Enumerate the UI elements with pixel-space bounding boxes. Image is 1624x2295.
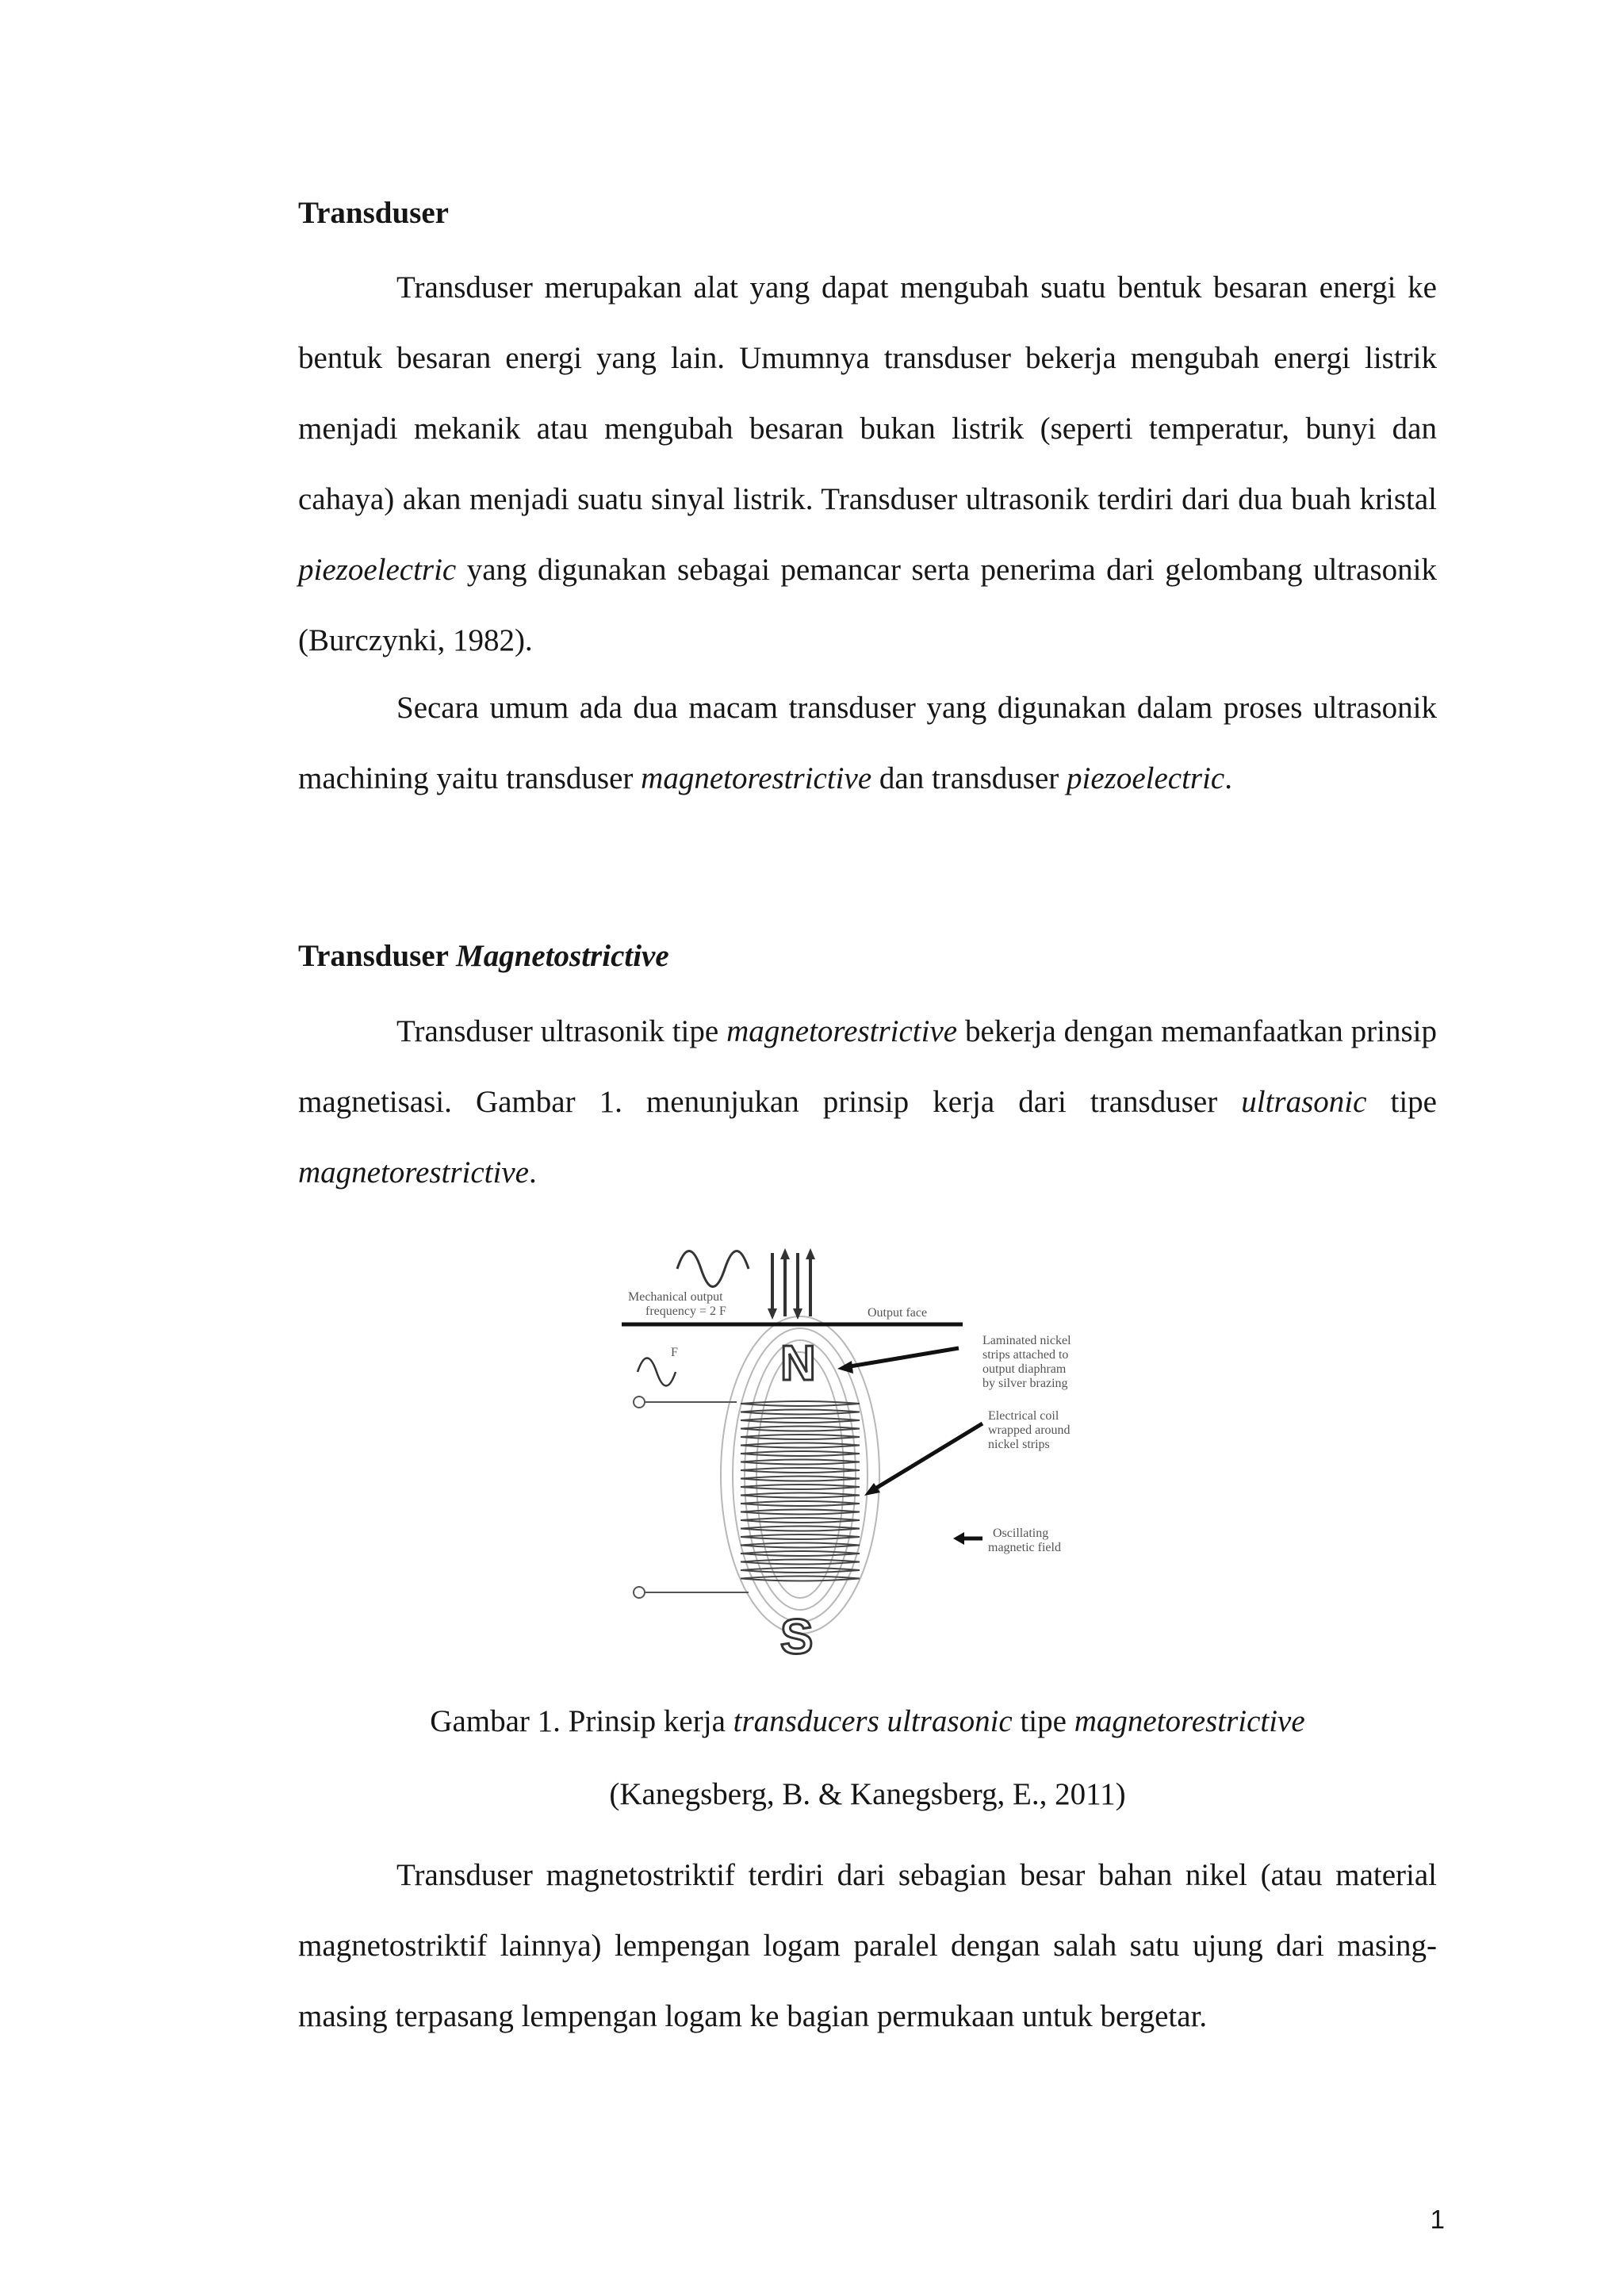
figure-caption bbox=[298, 1703, 1437, 1739]
caption-text: tipe bbox=[1012, 1704, 1074, 1738]
text-run: tipe bbox=[1366, 1085, 1437, 1119]
strips-label-1: Laminated nickel bbox=[982, 1334, 1071, 1347]
input-frequency-label: F bbox=[671, 1346, 678, 1359]
heading-italic-text: Magnetostrictive bbox=[456, 939, 669, 973]
text-run: Secara umum ada dua macam transduser yang digunakan dalam proses ultrasonik machining yaitu transduser bbox=[298, 691, 1437, 795]
figure-magnetostrictive-transducer bbox=[622, 1237, 1113, 1665]
coil-label-2: wrapped around bbox=[988, 1423, 1071, 1437]
strips-label-3: output diaphram bbox=[982, 1362, 1067, 1376]
paragraph-transduser-types bbox=[298, 672, 1437, 814]
arrowheads bbox=[768, 1248, 815, 1320]
electrical-coil bbox=[741, 1401, 860, 1581]
strips-label-2: strips attached to bbox=[982, 1348, 1069, 1362]
output-face-label: Output face bbox=[868, 1306, 928, 1320]
coil-winding bbox=[741, 1577, 860, 1581]
coil-winding bbox=[741, 1534, 860, 1539]
field-label-2: magnetic field bbox=[988, 1541, 1061, 1554]
italic-term: ultrasonic bbox=[1241, 1085, 1367, 1119]
mech-frequency-label: frequency = 2 F bbox=[645, 1305, 726, 1318]
coil-label-1: Electrical coil bbox=[988, 1409, 1059, 1423]
coil-winding bbox=[741, 1543, 860, 1548]
coil-winding bbox=[741, 1568, 860, 1573]
caption-italic: magnetorestrictive bbox=[1074, 1704, 1305, 1738]
field-label-1: Oscillating bbox=[993, 1527, 1049, 1540]
text-run: dan transduser bbox=[871, 761, 1067, 795]
coil-winding bbox=[741, 1460, 860, 1465]
heading-text: Transduser bbox=[298, 939, 457, 973]
coil-winding bbox=[741, 1410, 860, 1415]
coil-winding bbox=[741, 1518, 860, 1523]
coil-winding bbox=[741, 1501, 860, 1506]
paragraph-magnetostrictive-principle bbox=[298, 996, 1437, 1208]
coil-winding bbox=[741, 1427, 860, 1431]
figure-source: (Kanegsberg, B. & Kanegsberg, E., 2011) bbox=[609, 1777, 1126, 1811]
mechanical-wave-icon bbox=[677, 1251, 749, 1287]
text-run: yang digunakan sebagai pemancar serta penerima dari gelombang ultrasonik (Burczynki, 1982). bbox=[298, 553, 1437, 657]
south-pole-label: S bbox=[780, 1610, 814, 1665]
mech-output-label: Mechanical output bbox=[628, 1290, 723, 1304]
caption-text: Gambar 1. Prinsip kerja bbox=[430, 1704, 733, 1738]
text-run: Transduser merupakan alat yang dapat mengubah suatu bentuk besaran energi ke bentuk besaran energi yang lain. Umumnya transduser bekerja mengubah energi listrik menjadi mekanik atau mengubah besaran bukan listrik (seperti temperatur, bunyi dan cahaya) akan menjadi suatu sinyal listrik. Transduser ultrasonik terdiri dari dua buah kristal bbox=[298, 270, 1437, 516]
coil-winding bbox=[741, 1527, 860, 1531]
positive-terminal-icon bbox=[634, 1397, 645, 1408]
coil-winding bbox=[741, 1551, 860, 1556]
section-heading-transduser: Transduser bbox=[298, 196, 449, 230]
text-run: . bbox=[528, 1155, 537, 1190]
caption-italic: transducers ultrasonic bbox=[733, 1704, 1013, 1738]
text-run: Transduser ultrasonik tipe bbox=[396, 1014, 727, 1048]
coil-winding bbox=[741, 1468, 860, 1473]
transducer-diagram bbox=[622, 1237, 1113, 1665]
coil-winding bbox=[741, 1493, 860, 1498]
input-wave-icon bbox=[638, 1358, 676, 1386]
italic-term: magnetorestrictive bbox=[726, 1014, 958, 1048]
coil-winding bbox=[741, 1418, 860, 1423]
coil-label-3: nickel strips bbox=[988, 1438, 1050, 1451]
italic-term: piezoelectric bbox=[298, 553, 457, 587]
strips-label-4: by silver brazing bbox=[982, 1377, 1068, 1390]
page-number: 1 bbox=[1430, 2205, 1445, 2234]
north-pole-label: N bbox=[780, 1336, 816, 1391]
text-run: bekerja dengan memanfaatkan prinsip magnetisasi. Gambar 1. menunjukan prinsip kerja dari transduser bbox=[298, 1014, 1437, 1119]
italic-term: piezoelectric bbox=[1067, 761, 1225, 795]
negative-terminal-icon bbox=[634, 1587, 645, 1598]
italic-term: magnetorestrictive bbox=[641, 761, 872, 795]
coil-winding bbox=[741, 1451, 860, 1456]
coil-winding bbox=[741, 1477, 860, 1481]
text-run: Transduser magnetostriktif terdiri dari sebagian besar bahan nikel (atau material magnetostriktif lainnya) lempengan logam paralel dengan salah satu ujung dari masing-masing terpasang lempengan logam ke bagian permukaan untuk bergetar. bbox=[298, 1858, 1437, 2033]
italic-term: magnetorestrictive bbox=[298, 1155, 529, 1190]
coil-winding bbox=[741, 1401, 860, 1406]
text-run: . bbox=[1224, 761, 1232, 795]
vibration-arrows bbox=[772, 1253, 810, 1316]
coil-winding bbox=[741, 1485, 860, 1489]
section-heading-magnetostrictive bbox=[298, 938, 669, 974]
coil-winding bbox=[741, 1560, 860, 1565]
paragraph-transduser-definition bbox=[298, 252, 1437, 676]
paragraph-magnetostrictive-construction bbox=[298, 1840, 1437, 2052]
